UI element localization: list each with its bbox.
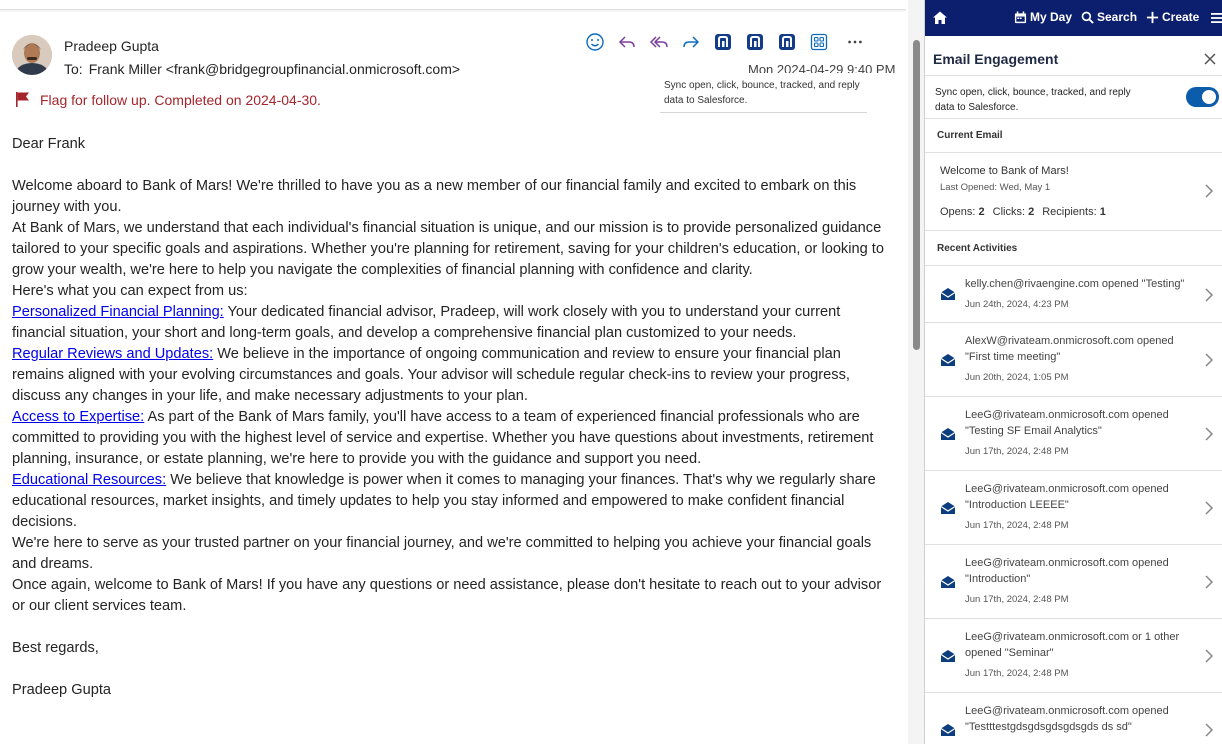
- benefit-item: Educational Resources: We believe that knowledge is power when it comes to managing your finances. That's why we regularly share educational resources, market insights, and timely updates to help you stay informed and empowered to make confident financial decisions.: [12, 472, 876, 530]
- forward-icon[interactable]: [680, 31, 702, 53]
- activity-text: LeeG@rivateam.onmicrosoft.com opened "Introduction LEEEE": [965, 483, 1169, 511]
- body-paragraph: We're here to serve as your trusted partner on your financial journey, and we're committed to helping you achieve your financial goals and dreams.: [12, 535, 872, 572]
- flag-icon: [15, 91, 31, 108]
- email-opened-icon: [940, 287, 956, 301]
- benefit-link[interactable]: Personalized Financial Planning:: [12, 304, 224, 320]
- message-toolbar: [584, 31, 866, 53]
- riva-icon[interactable]: [744, 31, 766, 53]
- search-icon: [1081, 11, 1094, 24]
- activity-item[interactable]: [925, 397, 1222, 471]
- activity-time: Jun 17th, 2024, 2:48 PM: [965, 520, 1069, 531]
- home-icon[interactable]: [932, 10, 948, 26]
- benefit-link[interactable]: Regular Reviews and Updates:: [12, 346, 214, 362]
- activity-time: Jun 17th, 2024, 2:48 PM: [965, 594, 1069, 605]
- activity-text: LeeG@rivateam.onmicrosoft.com opened "Testing SF Email Analytics": [965, 409, 1169, 437]
- chevron-right-icon: [1204, 575, 1214, 589]
- email-engagement-panel: [924, 0, 1222, 744]
- current-email-stats: Opens: 2 Clicks: 2 Recipients: 1: [940, 206, 1106, 218]
- more-icon[interactable]: [844, 31, 866, 53]
- email-body: [12, 134, 892, 701]
- activity-time: Jun 17th, 2024, 2:48 PM: [965, 668, 1069, 679]
- current-email-last-opened: Last Opened: Wed, May 1: [940, 182, 1051, 193]
- nav-create[interactable]: Create: [1146, 10, 1199, 24]
- benefit-item: Access to Expertise: As part of the Bank of Mars family, you'll have access to a team of experienced financial professionals who are committed to providing you with the highest level of service and expertise. Whether you have questions about investments, retirement planning, insurance, or estate planning, we're here to provide you with the guidance and support you need.: [12, 409, 874, 467]
- activity-text: AlexW@rivateam.onmicrosoft.com opened "First time meeting": [965, 335, 1174, 363]
- benefit-item: Personalized Financial Planning: Your dedicated financial advisor, Pradeep, will work closely with you to understand your current financial situation, your short and long-term goals, and develop a comprehensive financial plan customized to your needs.: [12, 304, 841, 341]
- sender-name[interactable]: Pradeep Gupta: [64, 38, 159, 54]
- signature: Pradeep Gupta: [12, 682, 111, 698]
- sync-tooltip: Sync open, click, bounce, tracked, and reply data to Salesforce.: [660, 76, 867, 113]
- apps-grid-icon[interactable]: [808, 31, 830, 53]
- email-opened-icon: [940, 501, 956, 515]
- flag-status[interactable]: [15, 91, 321, 108]
- panel-title: Email Engagement: [933, 51, 1059, 67]
- smiley-icon[interactable]: [584, 31, 606, 53]
- sender-avatar[interactable]: [12, 35, 52, 75]
- reply-icon[interactable]: [616, 31, 638, 53]
- email-opened-icon: [940, 427, 956, 441]
- chevron-right-icon: [1204, 184, 1214, 198]
- activity-text: kelly.chen@rivaengine.com opened "Testing": [965, 278, 1185, 290]
- activity-text: LeeG@rivateam.onmicrosoft.com opened "Introduction": [965, 557, 1169, 585]
- body-paragraph: Once again, welcome to Bank of Mars! If you have any questions or need assistance, please don't hesitate to reach out to your advisor or our client services team.: [12, 577, 882, 614]
- recipient-address[interactable]: Frank Miller <frank@bridgegroupfinancial.onmicrosoft.com>: [88, 61, 461, 77]
- body-paragraph: Here's what you can expect from us:: [12, 283, 248, 299]
- recent-activities-heading: Recent Activities: [937, 243, 1018, 254]
- plus-icon: [1146, 11, 1159, 24]
- chevron-right-icon: [1204, 649, 1214, 663]
- activity-time: Jun 17th, 2024, 2:48 PM: [965, 446, 1069, 457]
- activity-item[interactable]: [925, 545, 1222, 619]
- clicks-count: 2: [1028, 206, 1035, 218]
- benefit-link[interactable]: Access to Expertise:: [12, 409, 145, 425]
- activity-item[interactable]: [925, 471, 1222, 545]
- message-list-edge: [0, 0, 906, 10]
- riva-icon[interactable]: [776, 31, 798, 53]
- activity-text: LeeG@rivateam.onmicrosoft.com opened "Testttestgdsgdsgdsgdsgds ds sd": [965, 705, 1169, 733]
- activity-item[interactable]: [925, 693, 1222, 744]
- nav-my-day[interactable]: My Day: [1014, 10, 1072, 24]
- chevron-right-icon: [1204, 723, 1214, 737]
- activity-time: Jun 20th, 2024, 1:05 PM: [965, 372, 1069, 383]
- chevron-right-icon: [1204, 288, 1214, 302]
- chevron-right-icon: [1204, 501, 1214, 515]
- recipients-count: 1: [1099, 206, 1106, 218]
- opens-count: 2: [978, 206, 985, 218]
- closing: Best regards,: [12, 640, 99, 656]
- activity-item[interactable]: [925, 619, 1222, 693]
- benefit-link[interactable]: Educational Resources:: [12, 472, 167, 488]
- hamburger-menu-icon[interactable]: [1210, 11, 1222, 25]
- nav-search[interactable]: Search: [1081, 10, 1137, 24]
- chevron-right-icon: [1204, 427, 1214, 441]
- email-scrollbar-thumb[interactable]: [913, 40, 920, 350]
- email-date: Mon 2024-04-29 9:40 PM: [748, 62, 896, 73]
- sync-description: Sync open, click, bounce, tracked, and reply data to Salesforce.: [935, 87, 1131, 113]
- addin-nav-bar: [925, 0, 1222, 36]
- email-opened-icon: [940, 575, 956, 589]
- current-email-subject: Welcome to Bank of Mars!: [940, 165, 1069, 177]
- current-email-card[interactable]: [925, 153, 1222, 229]
- greeting: Dear Frank: [12, 136, 85, 152]
- calendar-icon: [1014, 11, 1027, 24]
- body-paragraph: At Bank of Mars, we understand that each individual's financial situation is unique, and our mission is to provide personalized guidance tailored to your specific goals and aspirations. Whether you're planning for retirement, saving for your children's education, or looking to grow your wealth, we're here to help you navigate the complexities of financial planning with confidence and clarity.: [12, 220, 884, 278]
- riva-icon[interactable]: [712, 31, 734, 53]
- email-opened-icon: [940, 723, 956, 737]
- flag-text: Flag for follow up. Completed on 2024-04-30.: [40, 91, 321, 108]
- activity-time: Jun 24th, 2024, 4:23 PM: [965, 299, 1069, 310]
- to-label: To:: [64, 61, 83, 77]
- divider: [925, 118, 1222, 119]
- email-opened-icon: [940, 649, 956, 663]
- current-email-heading: Current Email: [937, 130, 1003, 141]
- divider: [925, 75, 1222, 76]
- divider: [925, 230, 1222, 231]
- body-paragraph: Welcome aboard to Bank of Mars! We're thrilled to have you as a new member of our financial family and excited to embark on this journey with you.: [12, 178, 857, 215]
- email-opened-icon: [940, 353, 956, 367]
- benefit-item: Regular Reviews and Updates: We believe in the importance of ongoing communication and review to ensure your financial plan remains aligned with your evolving circumstances and goals. Your advisor will schedule regular check-ins to review your progress, discuss any changes in your life, and make necessary adjustments to your plan.: [12, 346, 850, 404]
- activity-item[interactable]: [925, 323, 1222, 397]
- chevron-right-icon: [1204, 353, 1214, 367]
- sync-toggle[interactable]: [1186, 87, 1219, 107]
- close-icon[interactable]: [1203, 52, 1217, 66]
- recipient-line: [64, 61, 460, 77]
- activity-text: LeeG@rivateam.onmicrosoft.com or 1 other opened "Seminar": [965, 631, 1180, 659]
- reply-all-icon[interactable]: [648, 31, 670, 53]
